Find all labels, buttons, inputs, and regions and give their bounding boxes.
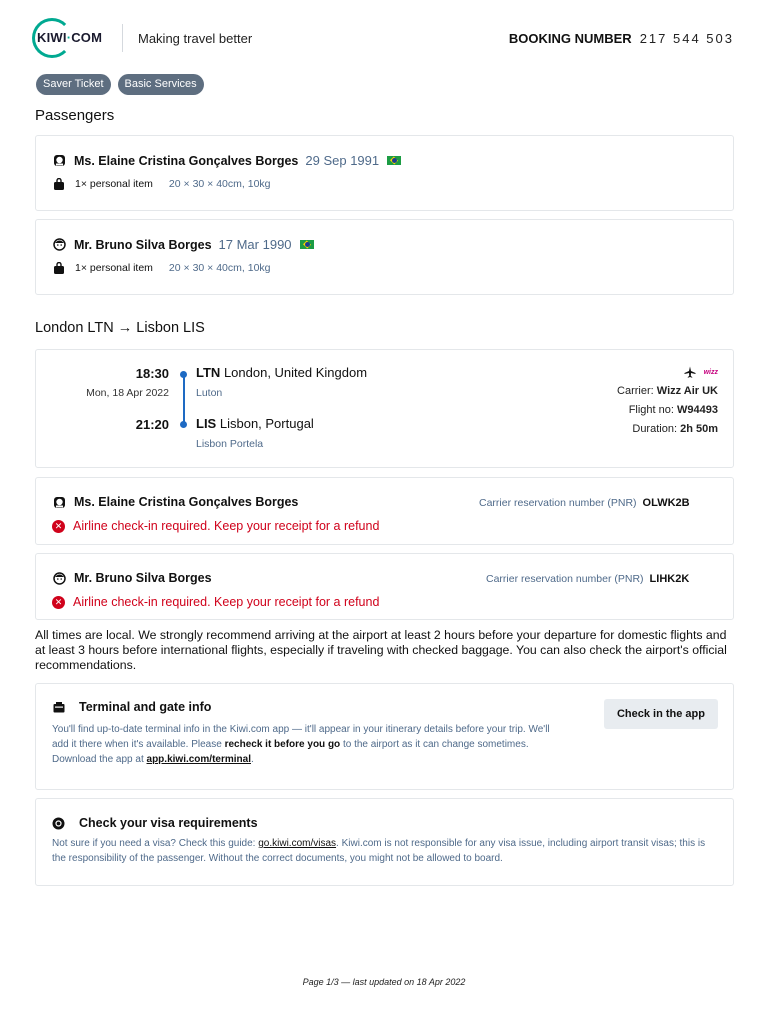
kiwi-logo[interactable] [32, 18, 110, 58]
arrival-airport: LIS Lisbon, Portugal [196, 416, 314, 431]
visa-title-row [52, 816, 717, 830]
error-icon: ✕ [52, 596, 65, 609]
bag-icon [53, 178, 65, 190]
passenger-name: Ms. Elaine Cristina Gonçalves Borges [74, 495, 299, 509]
ticket-badges [36, 74, 204, 95]
passenger-dob: 17 Mar 1990 [218, 237, 292, 252]
pnr-block: Carrier reservation number (PNR) LIHK2K [486, 573, 690, 585]
baggage-row [52, 262, 733, 274]
page-footer: Page 1/3 — last updated on 18 Apr 2022 [302, 977, 466, 987]
baggage-label: 1× personal item [75, 178, 153, 190]
flight-number-info: Flight no: W94493 [628, 404, 718, 416]
pnr-card [35, 553, 734, 620]
timeline-line [183, 373, 185, 425]
warning-text: Airline check-in required. Keep your receipt for a refund [73, 595, 380, 609]
departure-airport-name: Luton [196, 387, 223, 399]
pnr-value: OLWK2B [642, 497, 690, 509]
baggage-row [52, 178, 733, 190]
booking-number-label: BOOKING NUMBER [508, 30, 632, 46]
terminal-info-card [35, 683, 734, 790]
brazil-flag-icon [300, 240, 314, 249]
airplane-icon [684, 366, 696, 378]
passenger-name-row [52, 153, 733, 168]
check-in-app-button[interactable]: Check in the app [604, 699, 718, 729]
checkin-warning [52, 519, 733, 533]
pnr-value: LIHK2K [649, 573, 690, 585]
header-divider [122, 24, 123, 52]
baggage-label: 1× personal item [75, 262, 153, 274]
badge-basic-services: Basic Services [118, 74, 204, 95]
passenger-name: Ms. Elaine Cristina Gonçalves Borges [74, 153, 299, 168]
baggage-dimensions: 20 × 30 × 40cm, 10kg [168, 178, 271, 190]
visa-info-card [35, 798, 734, 886]
visa-title: Check your visa requirements [79, 816, 258, 830]
passenger-card [35, 135, 734, 211]
terminal-app-link[interactable]: app.kiwi.com/terminal [146, 754, 251, 765]
male-passenger-icon [52, 571, 66, 585]
visa-guide-link[interactable]: go.kiwi.com/visas [258, 838, 337, 849]
passenger-name: Mr. Bruno Silva Borges [74, 237, 212, 252]
terminal-info-body: You'll find up-to-date terminal info in the Kiwi.com app — it'll appear in your itinerary details before your trip. We'll add it there when it's available. Please recheck it before you go to the airport as it can change sometimes. Download the app at app.kiwi.com/terminal. [52, 724, 550, 765]
flight-timeline [180, 371, 188, 427]
passengers-title: Passengers [35, 107, 115, 124]
tagline: Making travel better [138, 30, 253, 46]
page-header [32, 18, 734, 58]
brazil-flag-icon [387, 156, 401, 165]
female-passenger-icon [52, 154, 66, 168]
pnr-card [35, 477, 734, 545]
visa-body: Not sure if you need a visa? Check this guide: go.kiwi.com/visas. Kiwi.com is not responsible for any visa issue, including airport transit visas; this is the responsibility of the passenger. Without the correct documents, you might not be allowed to board. [52, 838, 706, 864]
arrival-recommendation-note: All times are local. We strongly recommend arriving at the airport at least 2 hours before your departure for domestic flights and at least 3 hours before international flights, especially if traveling with checked baggage. You can also check the airport's official recommendations. [35, 628, 727, 672]
checkin-warning [52, 595, 733, 609]
logo-text: KIWI·COM [37, 30, 103, 45]
flight-times [36, 350, 169, 467]
carrier-logos [684, 366, 718, 378]
arrival-airport-name: Lisbon Portela [196, 438, 264, 450]
female-passenger-icon [52, 495, 66, 509]
carrier-info: Carrier: Wizz Air UK [617, 385, 718, 397]
route-title: London LTN → Lisbon LIS [35, 320, 205, 336]
booking-number-value: 217 544 503 [639, 30, 734, 46]
timeline-dot-departure [180, 371, 187, 378]
male-passenger-icon [52, 238, 66, 252]
passenger-name: Mr. Bruno Silva Borges [74, 571, 212, 585]
wizz-logo: wizz [703, 368, 718, 376]
baggage-dimensions: 20 × 30 × 40cm, 10kg [168, 262, 271, 274]
warning-text: Airline check-in required. Keep your receipt for a refund [73, 519, 380, 533]
pnr-block: Carrier reservation number (PNR) OLWK2B [479, 497, 690, 509]
badge-saver-ticket: Saver Ticket [36, 74, 111, 95]
duration-info: Duration: 2h 50m [632, 423, 718, 435]
terminal-icon [52, 701, 65, 714]
error-icon: ✕ [52, 520, 65, 533]
departure-time: 18:30 [135, 366, 169, 381]
arrival-time: 21:20 [135, 417, 169, 432]
booking-number-block [509, 31, 734, 46]
passenger-dob: 29 Sep 1991 [305, 153, 380, 168]
timeline-dot-arrival [180, 421, 187, 428]
terminal-info-title: Terminal and gate info [79, 700, 212, 714]
departure-date: Mon, 18 Apr 2022 [86, 387, 169, 399]
passenger-name-row [52, 237, 733, 252]
bag-icon [53, 262, 65, 274]
passport-icon [52, 817, 65, 830]
passenger-card [35, 219, 734, 295]
flight-card [35, 349, 734, 468]
departure-airport: LTN London, United Kingdom [196, 365, 368, 380]
